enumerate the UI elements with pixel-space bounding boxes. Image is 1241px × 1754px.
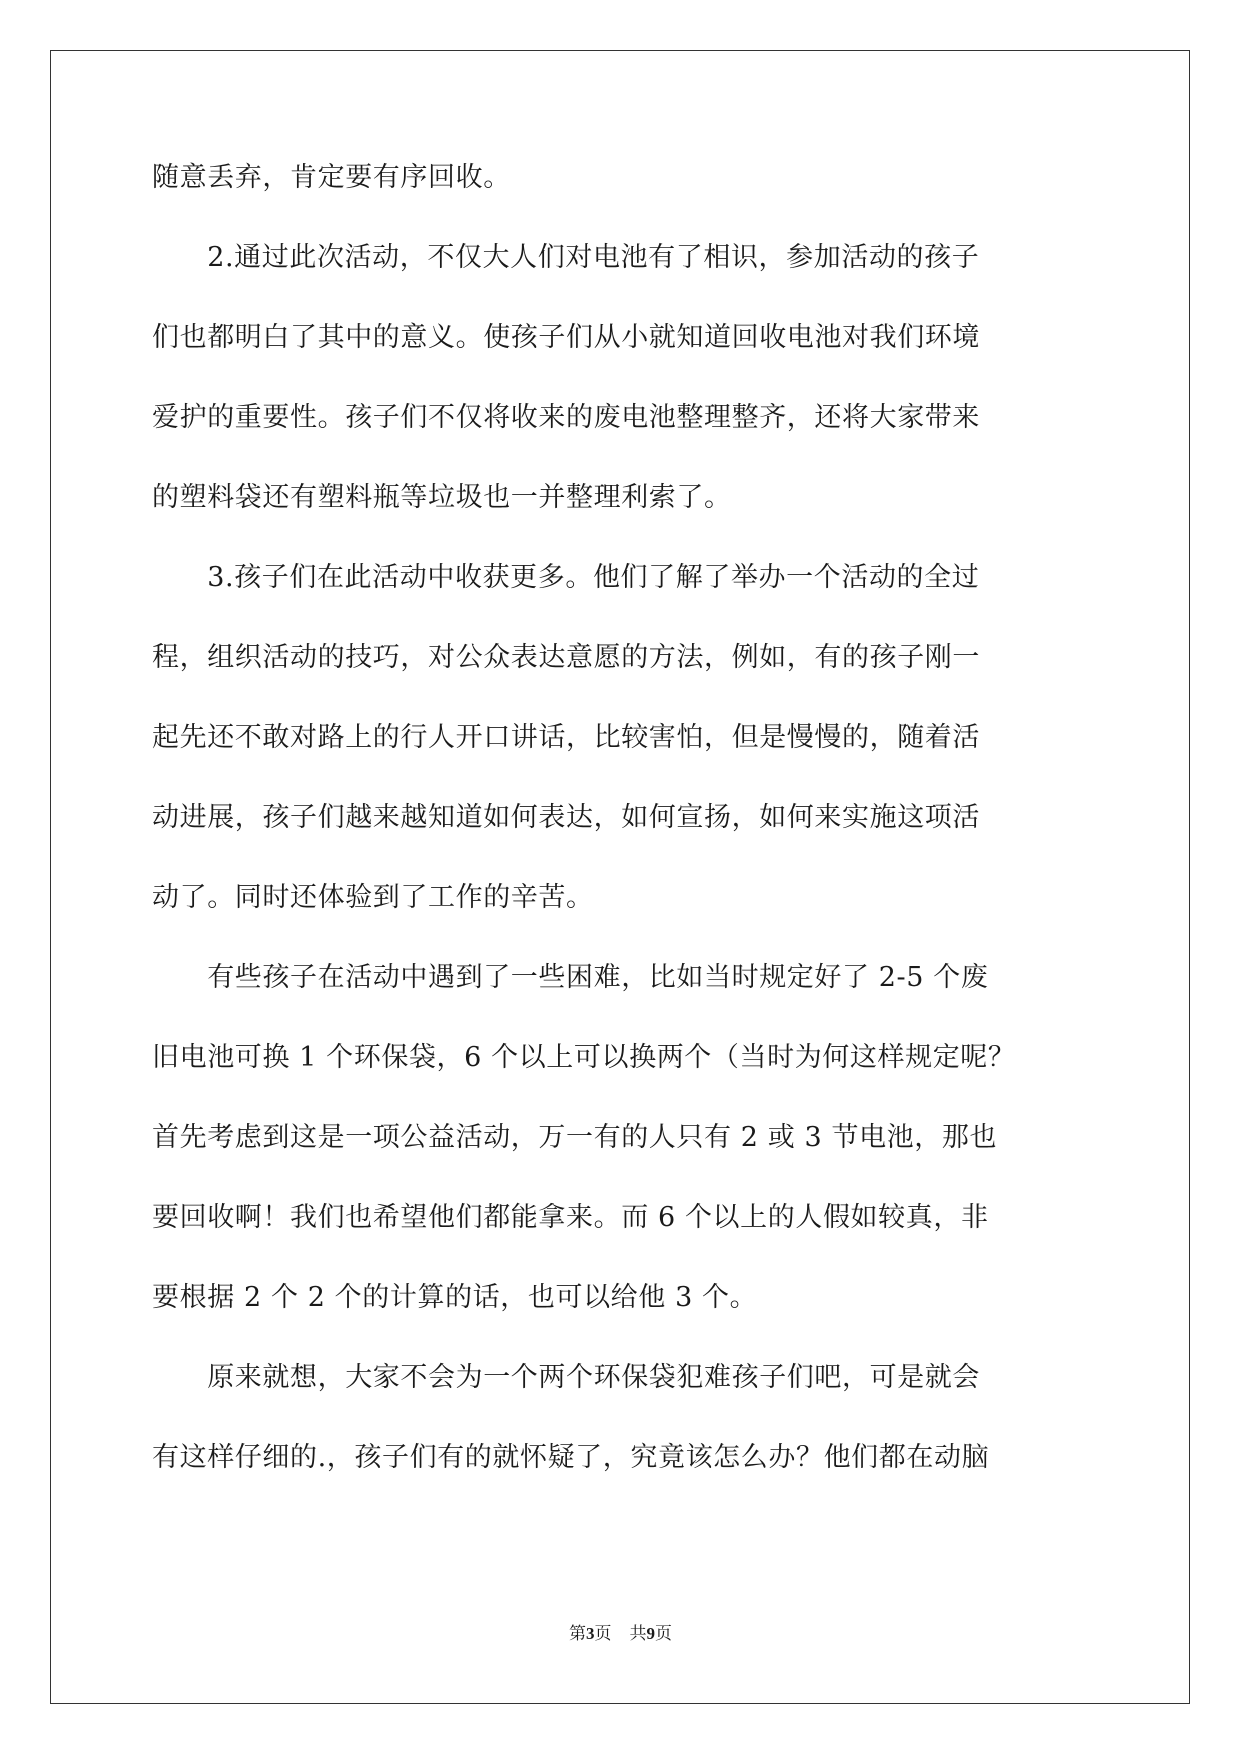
document-body (152, 163, 1087, 1473)
text-line: 首先考虑到这是一项公益活动，万一有的人只有 2 或 3 节电池，那也 (152, 1122, 998, 1153)
text-line: 们也都明白了其中的意义。使孩子们从小就知道回收电池对我们环境 (152, 322, 980, 353)
text-line: 动了。同时还体验到了工作的辛苦。 (152, 882, 594, 913)
text-line: 原来就想，大家不会为一个两个环保袋犯难孩子们吧，可是就会 (152, 1362, 980, 1393)
text-line: 的塑料袋还有塑料瓶等垃圾也一并整理利索了。 (152, 482, 732, 513)
text-line: 要回收啊！我们也希望他们都能拿来。而 6 个以上的人假如较真，非 (152, 1202, 989, 1233)
text-line: 起先还不敢对路上的行人开口讲话，比较害怕，但是慢慢的，随着活 (152, 722, 980, 753)
text-line: 程，组织活动的技巧，对公众表达意愿的方法，例如，有的孩子刚一 (152, 642, 980, 673)
page-prefix: 第 (569, 1624, 586, 1644)
page-footer (0, 1624, 1241, 1644)
text-line: 2.通过此次活动，不仅大人们对电池有了相识，参加活动的孩子 (152, 242, 980, 273)
text-line: 随意丢弃，肯定要有序回收。 (152, 162, 511, 193)
text-line: 要根据 2 个 2 个的计算的话，也可以给他 3 个。 (152, 1282, 758, 1313)
text-line: 3.孩子们在此活动中收获更多。他们了解了举办一个活动的全过 (152, 562, 980, 593)
total-prefix: 共 (629, 1624, 647, 1644)
text-line: 爱护的重要性。孩子们不仅将收来的废电池整理整齐，还将大家带来 (152, 402, 980, 433)
text-line: 动进展，孩子们越来越知道如何表达，如何宣扬，如何来实施这项活 (152, 802, 980, 833)
text-line: 有这样仔细的.，孩子们有的就怀疑了，究竟该怎么办？他们都在动脑 (152, 1442, 990, 1473)
text-line: 旧电池可换 1 个环保袋，6 个以上可以换两个（当时为何这样规定呢？ (152, 1042, 1016, 1073)
total-suffix: 页 (655, 1624, 672, 1644)
total-page-number: 9 (646, 1624, 655, 1643)
text-line: 有些孩子在活动中遇到了一些困难，比如当时规定好了 2-5 个废 (152, 962, 989, 993)
page-suffix: 页 (594, 1624, 612, 1644)
current-page-number: 3 (586, 1624, 595, 1643)
